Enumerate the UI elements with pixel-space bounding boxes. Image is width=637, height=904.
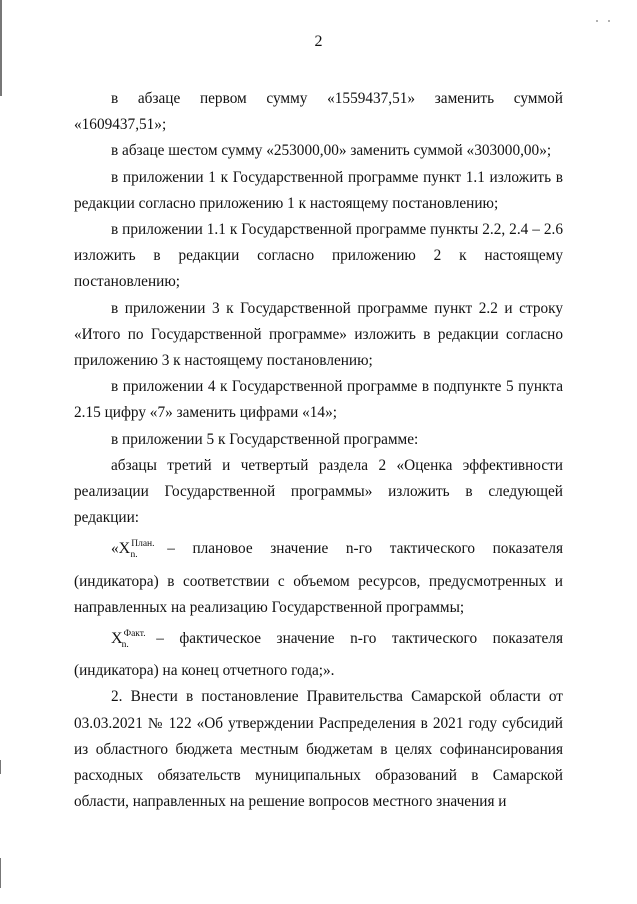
formula-definition: – фактическое значение n-го тактического показателя (индикатора) на конец отчетного года;». bbox=[74, 630, 563, 680]
scan-binding-edge bbox=[0, 760, 1, 774]
paragraph: в абзаце шестом сумму «253000,00» заменить суммой «303000,00»; bbox=[111, 142, 552, 160]
scan-binding-edge bbox=[0, 858, 1, 888]
document-body bbox=[74, 86, 563, 815]
paragraph: в приложении 3 к Государственной программе пункт 2.2 и строку «Итого по Государственной программе» изложить в редакции согласно приложению 3 к настоящему постановлению; bbox=[74, 299, 563, 370]
formula-subscript: n. bbox=[130, 550, 138, 561]
formula-subscript: n. bbox=[121, 640, 129, 651]
formula-symbol: X bbox=[118, 540, 131, 558]
open-quote: « bbox=[111, 540, 119, 558]
paragraph: в приложении 4 к Государственной программе в подпункте 5 пункта 2.15 цифру «7» заменить цифрами «14»; bbox=[74, 378, 563, 422]
paragraph: в приложении 5 к Государственной программе: bbox=[111, 430, 419, 448]
formula-definition: – плановое значение n-го тактического показателя (индикатора) в соответствии с объемом ресурсов, предусмотренных и направленных на реализацию Государственной программы; bbox=[74, 540, 563, 616]
formula-superscript: Факт. bbox=[123, 629, 146, 640]
formula-symbol: X bbox=[111, 630, 123, 648]
scan-artifact bbox=[596, 20, 598, 22]
formula-paragraph-actual bbox=[74, 621, 563, 684]
paragraph: в приложении 1.1 к Государственной программе пункты 2.2, 2.4 – 2.6 изложить в редакции согласно приложению 2 к настоящему постановлению; bbox=[74, 221, 563, 291]
paragraph: 2. Внести в постановление Правительства Самарской области от 03.03.2021 № 122 «Об утверждении Распределения в 2021 году субсидий из областного бюджета местным бюджетам в целях софинансирования расходных обязательств муниципальных образований в Самарской области, направленных на решение вопросов местного значения и bbox=[74, 688, 563, 811]
paragraph: в приложении 1 к Государственной программе пункт 1.1 изложить в редакции согласно приложению 1 к настоящему постановлению; bbox=[74, 168, 563, 212]
scan-artifact bbox=[608, 20, 610, 22]
page-number: 2 bbox=[314, 33, 323, 50]
paragraph: в абзаце первом сумму «1559437,51» заменить суммой «1609437,51»; bbox=[74, 90, 563, 134]
formula-paragraph-planned bbox=[74, 531, 563, 621]
paragraph: абзацы третий и четвертый раздела 2 «Оценка эффективности реализации Государственной программы» изложить в следующей редакции: bbox=[74, 456, 563, 527]
formula-superscript: План. bbox=[131, 539, 155, 550]
